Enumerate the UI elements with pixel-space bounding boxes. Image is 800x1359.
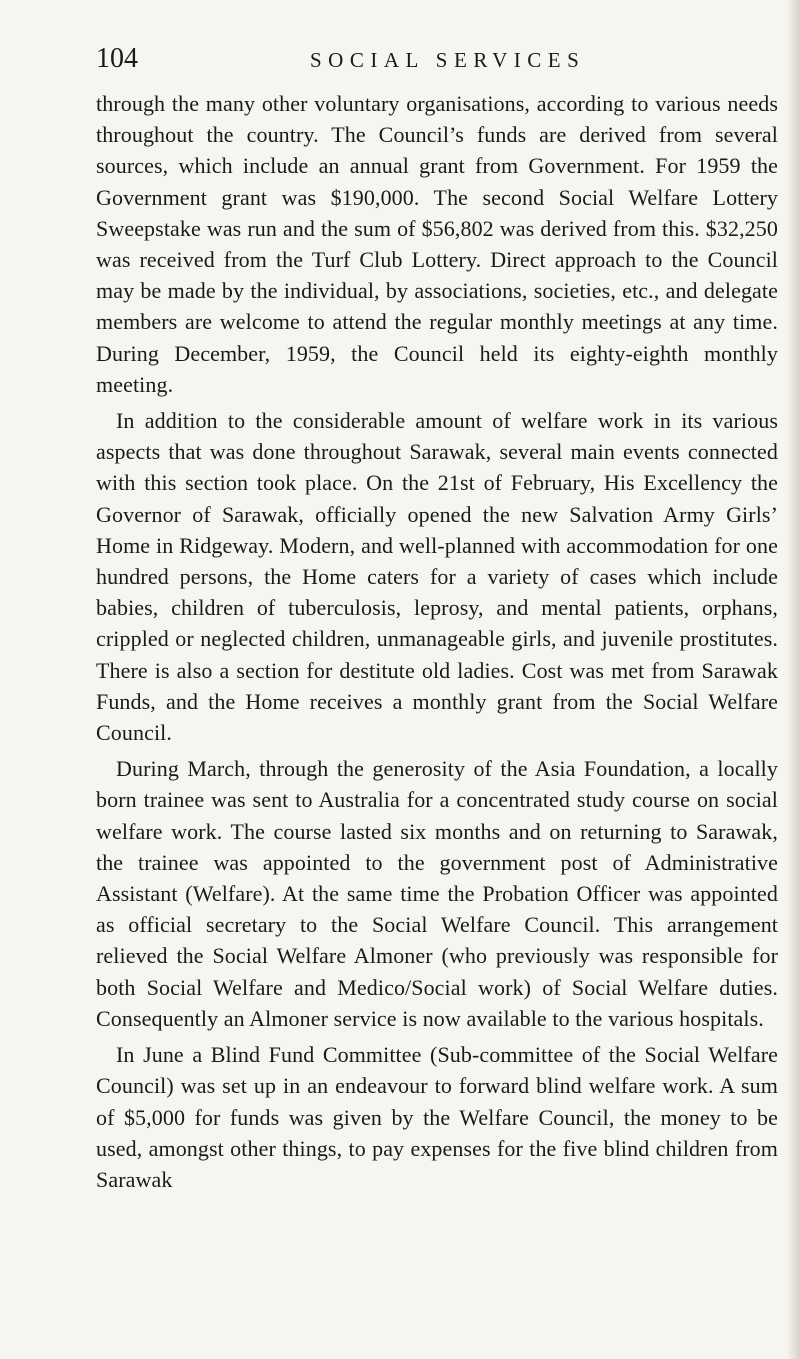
running-head: SOCIAL SERVICES [310,48,586,72]
page-edge-shadow [786,0,800,1359]
page-number: 104 [96,43,138,74]
paragraph-salvation-army-home: In addition to the considerable amount of welfare work in its various aspects that was done throughout Sarawak, several main events connected with this section took place. On the 21st of February, His Excellency the Governor of Sarawak, officially opened the new Salvation Army Girls’ Home in Ridgeway. Modern, and well-planned with accommodation for one hundred persons, the Home caters for a variety of cases which include babies, children of tuberculosis, leprosy, and mental patients, orphans, crippled or neglected children, unmanageable girls, and juvenile prostitutes. There is also a section for destitute old ladies. Cost was met from Sarawak Funds, and the Home receives a monthly grant from the Social Welfare Council. [96,408,778,746]
paragraph-continuation: through the many other voluntary organisations, according to various needs throughout the country. The Council’s funds are derived from several sources, which include an annual grant from Government. For 1959 the Government grant was $190,000. The second Social Welfare Lottery Sweepstake was run and the sum of $56,802 was derived from this. $32,250 was received from the Turf Club Lottery. Direct approach to the Council may be made by the individual, by associations, societies, etc., and delegate members are welcome to attend the regular monthly meetings at any time. During December, 1959, the Council held its eighty-eighth monthly meeting. [96,91,778,397]
body-text [96,88,778,1200]
page-header [96,38,776,82]
paragraph-asia-foundation-trainee: During March, through the generosity of the Asia Foundation, a locally born trainee was sent to Australia for a concentrated study course on social welfare work. The course lasted six months and on returning to Sarawak, the trainee was appointed to the government post of Administrative Assistant (Welfare). At the same time the Probation Officer was appointed as official secretary to the Social Welfare Council. This arrangement relieved the Social Welfare Almoner (who previously was responsible for both Social Welfare and Medico/Social work) of Social Welfare duties. Consequently an Almoner service is now available to the various hospitals. [96,756,778,1031]
paragraph-blind-fund-committee: In June a Blind Fund Committee (Sub-committee of the Social Welfare Council) was set up in an endeavour to forward blind welfare work. A sum of $5,000 for funds was given by the Welfare Council, the money to be used, amongst other things, to pay expenses for the five blind children from Sarawak [96,1042,778,1192]
